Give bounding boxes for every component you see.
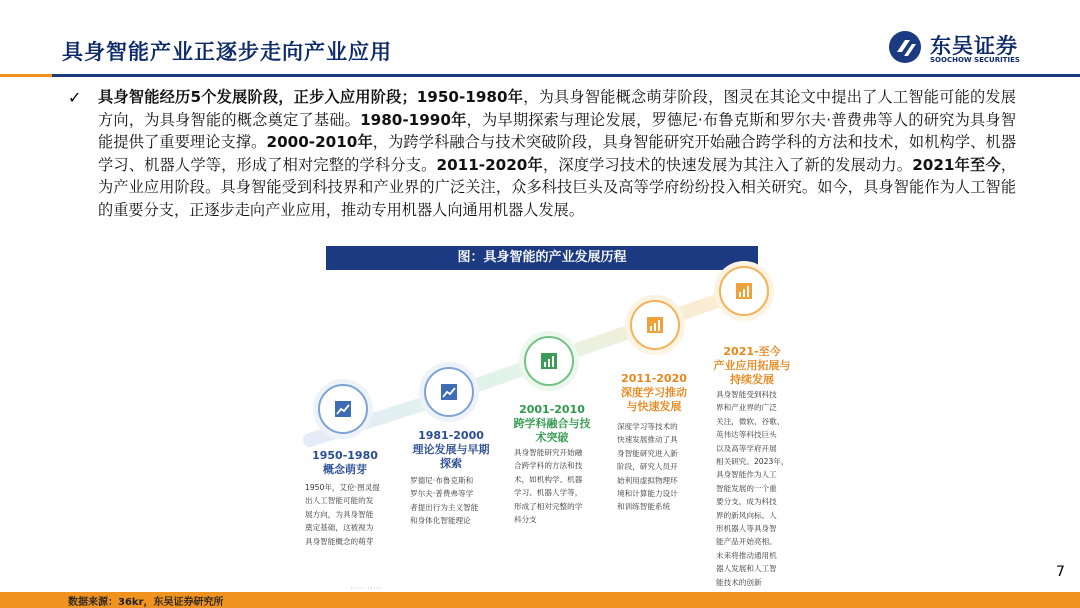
desc-line: 智能发展的一个重	[716, 483, 777, 493]
desc-line: 具身智能作为人工	[716, 470, 777, 480]
desc-line: 合跨学科的方法和技	[514, 461, 583, 471]
stage-2-name: 理论发展与早期	[412, 443, 490, 456]
text-span: ，为具身智能概念萌芽阶段，图灵在其论文中提出了人工智能可能的发展方向，为具身智能的概念奠定了基础。	[98, 88, 1016, 129]
desc-line: 器人发展和人工智	[716, 564, 777, 574]
stage-3-title	[508, 403, 596, 445]
desc-line: 1950年，艾伦·图灵提	[305, 483, 380, 492]
desc-line: 能产品开始亮相。	[716, 537, 777, 547]
chart-icon	[439, 382, 459, 402]
text-span: ，为产业应用阶段。具身智能受到科技界和产业界的广泛关注，众多科技巨头及高等学府纷纷投入相关研究。如今，具身智能作为人工智能的重要分支，正逐步走向产业应用，推动专用机器人向通用机器人发展。	[98, 155, 1017, 219]
desc-line: 和训练智能系统	[617, 502, 671, 512]
summary-paragraph	[98, 86, 1016, 222]
desc-line: 境和计算能力设计	[617, 489, 678, 499]
stage-4-desc	[617, 420, 709, 514]
page-number: 7	[1056, 564, 1065, 580]
bold-span: 2000-2010年	[266, 133, 373, 152]
stage-1-title	[300, 449, 390, 477]
bold-span: 2011-2020年	[436, 155, 543, 174]
stage-1-years: 1950-1980	[312, 449, 378, 462]
desc-line: 深度学习等技术的	[617, 422, 678, 431]
stage-3-name-cont: 术突破	[535, 431, 569, 444]
desc-line: 奠定基础，这被视为	[305, 523, 374, 533]
stage-5-desc	[716, 388, 806, 589]
title-underline-accent	[0, 74, 52, 77]
desc-line: 英伟达等科技巨头	[716, 430, 777, 440]
figure-title: 图：具身智能的产业发展历程	[326, 246, 758, 270]
stage-5-name: 产业应用拓展与	[713, 359, 791, 372]
stage-2-name-cont: 探索	[440, 457, 462, 470]
chart-icon	[734, 281, 754, 301]
stage-2-node	[424, 367, 474, 417]
text-span: ，为跨学科融合与技术突破阶段，具身智能研究开始融合跨学科的方法和技术，如机构学、机器学习、机器人学等，形成了相对完整的学科分支。	[98, 133, 1017, 174]
stage-3-years: 2001-2010	[519, 403, 585, 416]
desc-line: 始利用虚拟物理环	[617, 475, 678, 485]
logo-text-cn: 东吴证券	[930, 34, 1018, 58]
bold-span: 具身智能经历5个发展阶段，正步入应用阶段；1950-1980年	[98, 88, 524, 106]
stage-5-years: 2021-至今	[723, 345, 781, 358]
logo-mark-icon	[888, 30, 922, 64]
desc-line: 科分支	[514, 515, 537, 525]
stage-1-desc	[305, 481, 415, 548]
desc-line: 能技术的创新	[716, 577, 762, 587]
desc-line: 和身体化智能理论	[410, 516, 471, 526]
stage-4-name: 深度学习推动	[621, 386, 687, 399]
desc-line: 身智能研究进入新	[617, 448, 678, 458]
stage-5-title	[704, 345, 800, 387]
bold-span: 1980-1990年	[360, 110, 467, 129]
stage-2-title	[405, 429, 497, 471]
title-underline	[0, 74, 1080, 77]
desc-line: 罗尔夫·普费弗等学	[410, 489, 474, 499]
stage-1-name: 概念萌芽	[323, 463, 367, 476]
stage-4-years: 2011-2020	[621, 372, 687, 385]
stage-5-node	[719, 266, 769, 316]
chart-icon	[645, 315, 665, 335]
desc-line: 罗德尼·布鲁克斯和	[410, 476, 474, 485]
desc-line: 展方向，为具身智能	[305, 509, 374, 519]
desc-line: 未来将推动通用机	[716, 550, 777, 560]
desc-line: 界的新风向标。人	[716, 510, 777, 520]
stage-4-name-cont: 与快速发展	[626, 400, 682, 413]
stage-2-desc	[410, 474, 508, 528]
desc-line: 以及高等学府开展	[716, 443, 777, 453]
desc-line: 阶段，研究人员开	[617, 462, 678, 472]
desc-line: 相关研究。2023年，	[716, 457, 789, 467]
page-title: 具身智能产业正逐步走向产业应用	[62, 40, 392, 64]
desc-line: 具身智能概念的萌芽	[305, 536, 374, 546]
company-logo	[888, 30, 1038, 68]
desc-line: 快速发展推动了具	[617, 435, 678, 445]
stage-2-years: 1981-2000	[418, 429, 484, 442]
watermark: ····· ·····	[350, 584, 382, 594]
desc-line: 学习、机器人学等，	[514, 488, 583, 498]
desc-line: 形成了相对完整的学	[514, 501, 583, 511]
desc-line: 具身智能受到科技	[716, 390, 777, 399]
bold-span: 2021年至今	[912, 155, 1001, 174]
stage-3-desc	[514, 446, 612, 526]
checkmark-icon: ✓	[68, 88, 82, 107]
text-span: ，深度学习技术的快速发展为其注入了新的发展动力。	[542, 155, 913, 174]
stage-4-node	[630, 300, 680, 350]
stage-5-name-cont: 持续发展	[730, 373, 774, 386]
desc-line: 出人工智能可能的发	[305, 496, 374, 506]
text-span: ，为早期探索与理论发展，罗德尼·布鲁克斯和罗尔夫·普费弗等人的研究为具身智能提供了重要理论支撑。	[98, 110, 1017, 152]
desc-line: 关注，微软、谷歌、	[716, 416, 785, 426]
chart-icon	[539, 351, 559, 371]
desc-line: 形机器人等具身智	[716, 524, 777, 534]
desc-line: 要分支，成为科技	[716, 497, 777, 507]
stage-3-node	[524, 336, 574, 386]
chart-icon	[333, 399, 353, 419]
desc-line: 界和产业界的广泛	[716, 403, 777, 413]
desc-line: 具身智能研究开始融	[514, 448, 583, 457]
logo-text-en: SOOCHOW SECURITIES	[930, 56, 1020, 64]
stage-4-title	[610, 372, 698, 414]
stage-3-name: 跨学科融合与技	[513, 417, 591, 430]
desc-line: 术，如机构学、机器	[514, 474, 583, 484]
stage-1-node	[318, 384, 368, 434]
data-source: 数据来源：36kr，东吴证券研究所	[68, 597, 224, 608]
desc-line: 者提出行为主义智能	[410, 502, 479, 512]
